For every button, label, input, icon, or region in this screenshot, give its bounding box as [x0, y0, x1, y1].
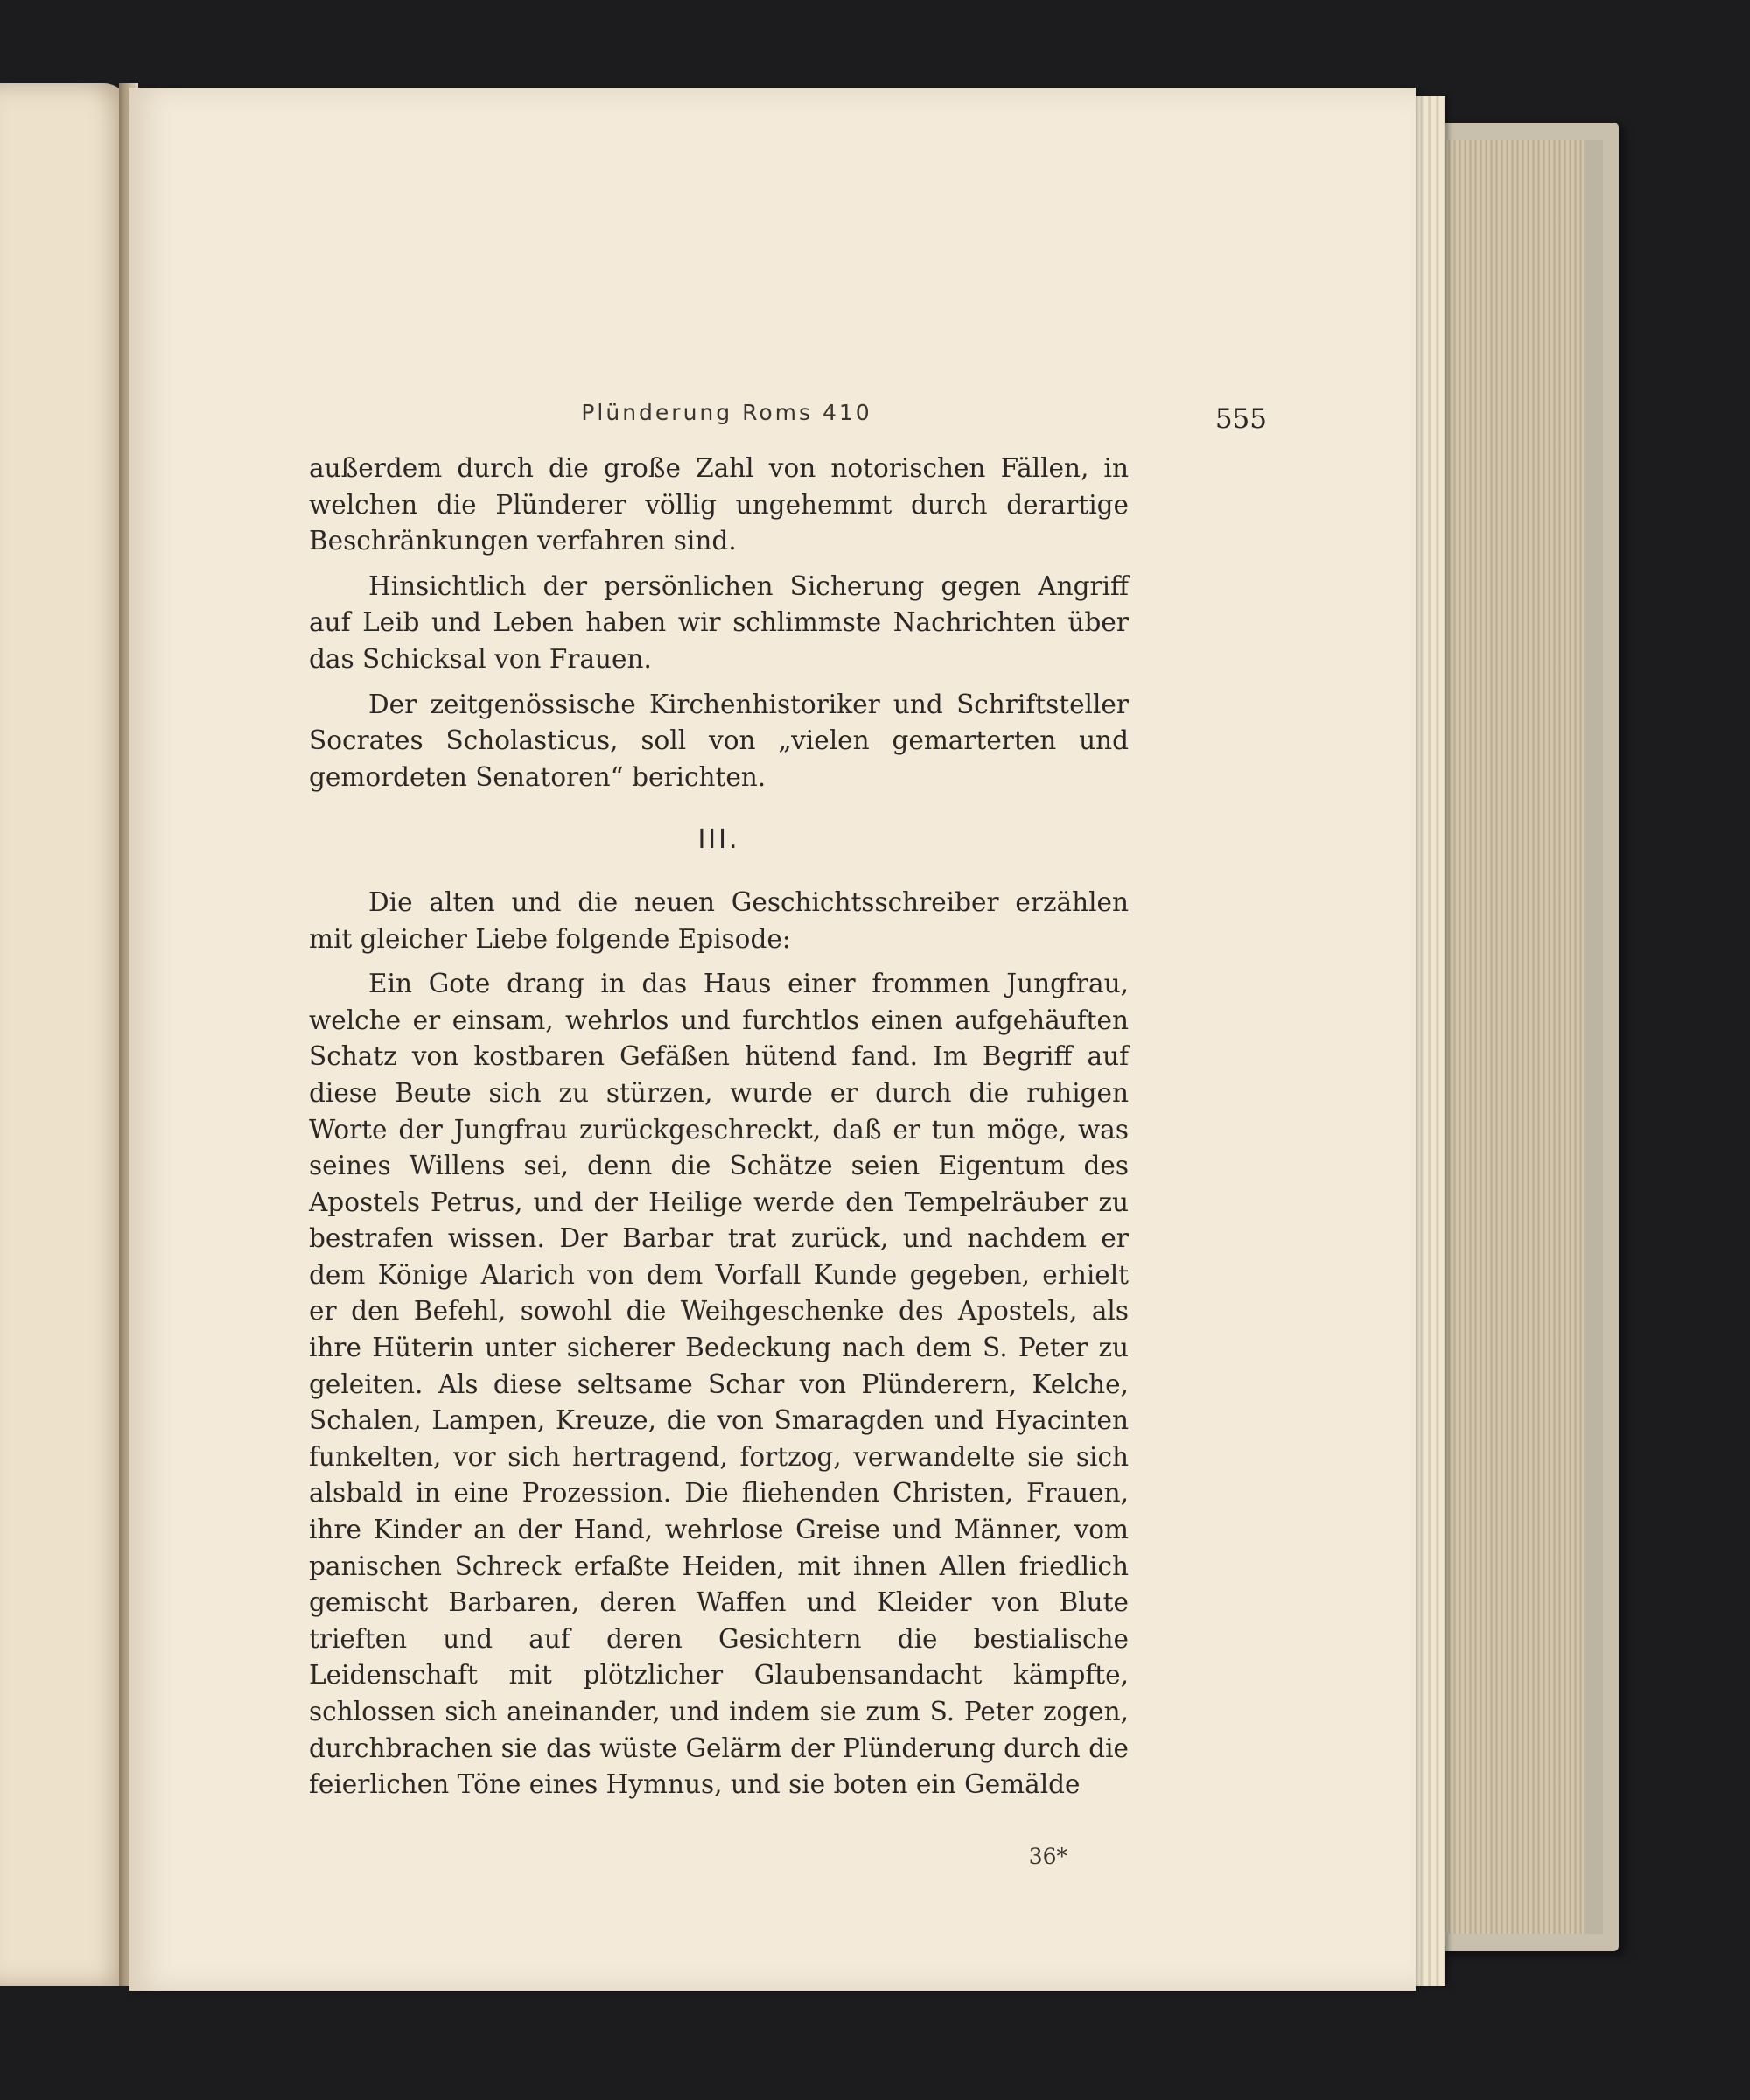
page-number: 555 [1214, 403, 1267, 435]
signature-mark: 36* [1028, 1843, 1068, 1869]
paragraph: Die alten und die neuen Geschichtsschreiber erzählen mit gleicher Liebe folgende Episode: [309, 886, 1129, 954]
left-page-edge [0, 83, 130, 1986]
paragraph: außerdem durch die große Zahl von notorischen Fällen, in welchen die Plünderer völlig ungehemmt durch derartige Beschränkungen verfahren sind. [309, 453, 1129, 556]
paragraph: Ein Gote drang in das Haus einer frommen Jungfrau, welche er einsam, wehrlos und furchtlos einen aufgehäuften Schatz von kostbaren Gefäßen hütend fand. Im Begriff auf diese Beute sich zu stürzen, wurde er durch die ruhigen Worte der Jungfrau zurückgeschreckt, daß er tun möge, was seines Willens sei, denn die Schätze seien Eigentum des Apostels Petrus, und der Heilige werde den Tempelräuber zu bestrafen wissen. Der Barbar trat zurück, und nachdem er dem Könige Alarich von dem Vorfall Kunde gegeben, erhielt er den Befehl, sowohl die Weihgeschenke des Apostels, als ihre Hüterin unter sicherer Bedeckung nach dem S. Peter zu geleiten. Als diese seltsame Schar von Plünderern, Kelche, Schalen, Lampen, Kreuze, die von Smaragden und Hyacinten funkelten, vor sich hertragend, fortzog, verwandelte sie sich alsbald in eine Prozession. Die fliehenden Christen, Frauen, ihre Kinder an der Hand, wehrlose Greise und Männer, vom panischen Schreck erfaßte Heiden, mit ihnen Allen friedlich gemischt Barbaren, deren Waffen und Kleider von Blute trieften und auf deren Gesichtern die bestialische Leidenschaft mit plötzlicher Glaubensandacht kämpfte, schlossen sich aneinander, und indem sie zum S. Peter zogen, durchbrachen sie das wüste Gelärm der Plünderung durch die feierlichen Töne eines Hymnus, und sie boten ein Gemälde [309, 969, 1129, 1800]
page-block-edges [1435, 140, 1584, 1934]
running-title: Plünderung Roms 410 [581, 400, 872, 425]
paragraph: Der zeitgenössische Kirchenhistoriker und Schriftsteller Socrates Scholasticus, soll von „vielen gemarterten und gemordeten Senatoren“ berichten. [309, 689, 1129, 792]
section-heading: III. [697, 824, 740, 856]
body-text [309, 451, 1129, 1874]
book-page [130, 88, 1416, 1991]
paragraph: Hinsichtlich der persönlichen Sicherung gegen Angriff auf Leib und Leben haben wir schlimmste Nachrichten über das Schicksal von Frauen. [309, 570, 1129, 674]
cover-edge [1584, 140, 1603, 1934]
